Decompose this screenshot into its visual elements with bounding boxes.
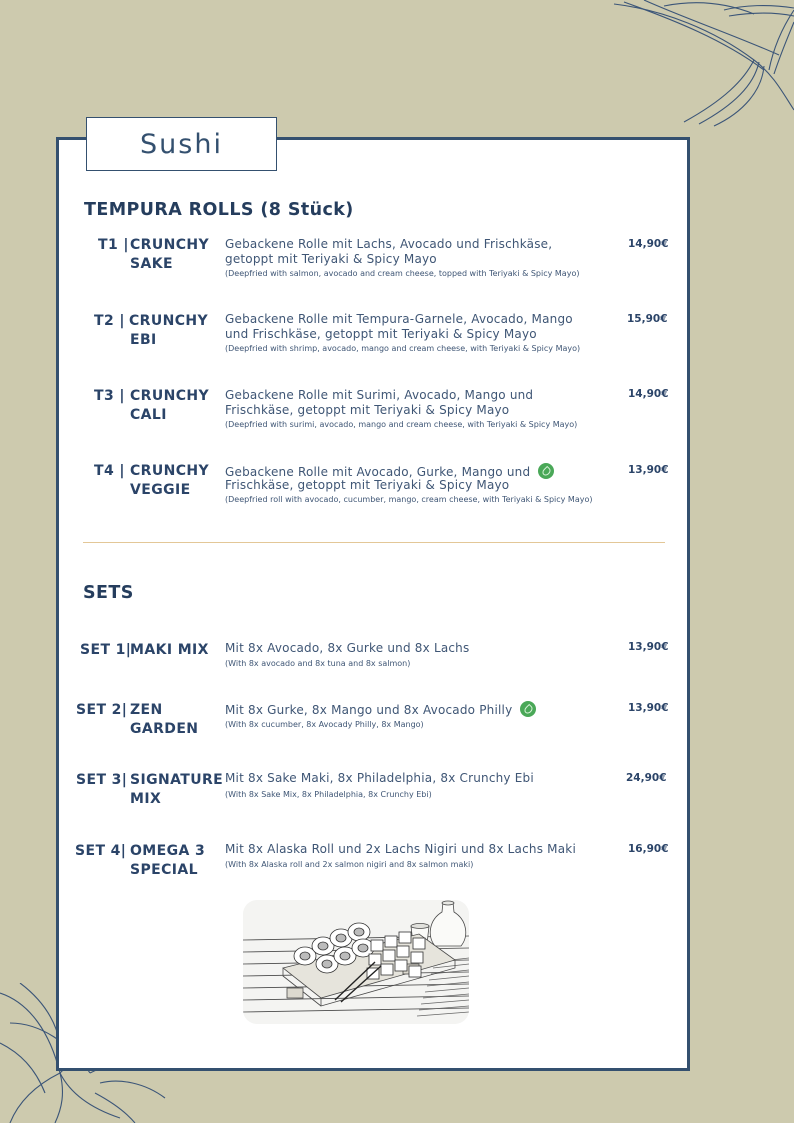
item-code: SET 2| [76, 702, 128, 718]
page-title-box [86, 117, 277, 171]
item-description-line1 [225, 701, 536, 718]
item-description-line1: Mit 8x Alaska Roll und 2x Lachs Nigiri und 8x Lachs Maki [225, 842, 576, 856]
item-price: 13,90€ [628, 641, 669, 653]
item-description-line2: Frischkäse, getoppt mit Teriyaki & Spicy Mayo [225, 403, 510, 417]
item-code: SET 4| [75, 843, 127, 859]
item-name-line1: CRUNCHY [130, 463, 210, 479]
item-price: 14,90€ [628, 388, 669, 400]
item-description-english: (Deepfried with salmon, avocado and cream cheese, topped with Teriyaki & Spicy Mayo) [225, 269, 580, 278]
item-description-english: (With 8x avocado and 8x tuna and 8x salmon) [225, 659, 411, 668]
section-divider [83, 542, 665, 543]
item-name-line1: ZEN [130, 702, 163, 718]
item-description-line1: Gebackene Rolle mit Surimi, Avocado, Mango und [225, 388, 534, 402]
item-description-line1: Gebackene Rolle mit Lachs, Avocado und Frischkäse, [225, 237, 553, 251]
item-code: SET 3| [76, 772, 128, 788]
item-price: 14,90€ [628, 238, 669, 250]
floral-decoration-top-right [604, 0, 794, 130]
item-code: T2 | [94, 313, 125, 329]
item-name-line2: VEGGIE [130, 482, 191, 498]
item-description-line2: und Frischkäse, getoppt mit Teriyaki & Spicy Mayo [225, 327, 537, 341]
section-title-tempura: TEMPURA ROLLS (8 Stück) [84, 200, 354, 220]
item-price: 13,90€ [628, 702, 669, 714]
item-price: 15,90€ [627, 313, 668, 325]
item-name-line2: GARDEN [130, 721, 199, 737]
item-description-line1: Mit 8x Sake Maki, 8x Philadelphia, 8x Crunchy Ebi [225, 771, 534, 785]
item-code: T1 | [98, 237, 129, 253]
item-name-line1: SIGNATURE [130, 772, 224, 788]
section-title-sets: SETS [83, 583, 134, 603]
item-description-english: (With 8x Sake Mix, 8x Philadelphia, 8x Crunchy Ebi) [225, 790, 432, 799]
item-description-text: Mit 8x Gurke, 8x Mango und 8x Avocado Philly [225, 703, 513, 717]
item-code: T3 | [94, 388, 125, 404]
item-price: 24,90€ [626, 772, 667, 784]
item-description-english: (Deepfried with surimi, avocado, mango and cream cheese, with Teriyaki & Spicy Mayo) [225, 420, 578, 429]
leaf-icon [538, 463, 554, 479]
item-price: 13,90€ [628, 464, 669, 476]
item-code: T4 | [94, 463, 125, 479]
item-description-line2: getoppt mit Teriyaki & Spicy Mayo [225, 252, 437, 266]
item-name-line1: CRUNCHY [130, 237, 210, 253]
item-name-line2: CALI [130, 407, 167, 423]
item-description-english: (With 8x Alaska roll and 2x salmon nigiri and 8x salmon maki) [225, 860, 474, 869]
item-name-line1: CRUNCHY [130, 388, 210, 404]
item-description-line1: Mit 8x Avocado, 8x Gurke und 8x Lachs [225, 641, 470, 655]
leaf-icon [520, 701, 536, 717]
item-name-line1: MAKI MIX [130, 642, 209, 658]
item-code: SET 1| [80, 642, 132, 658]
item-name-line2: MIX [130, 791, 162, 807]
item-name-line2: SAKE [130, 256, 173, 272]
item-description-english: (With 8x cucumber, 8x Avocady Philly, 8x Mango) [225, 720, 424, 729]
item-description-line1: Gebackene Rolle mit Tempura-Garnele, Avocado, Mango [225, 312, 573, 326]
page-title: Sushi [140, 128, 223, 160]
item-name-line1: CRUNCHY [129, 313, 209, 329]
item-name-line2: SPECIAL [130, 862, 198, 878]
item-price: 16,90€ [628, 843, 669, 855]
sushi-platter-illustration [243, 900, 469, 1024]
item-description-text: Gebackene Rolle mit Avocado, Gurke, Mango und [225, 465, 531, 479]
item-description-english: (Deepfried roll with avocado, cucumber, mango, cream cheese, with Teriyaki & Spicy Mayo) [225, 495, 593, 504]
item-description-english: (Deepfried with shrimp, avocado, mango and cream cheese, with Teriyaki & Spicy Mayo) [225, 344, 581, 353]
item-description-line2: Frischkäse, getoppt mit Teriyaki & Spicy Mayo [225, 478, 510, 492]
item-name-line1: OMEGA 3 [130, 843, 206, 859]
item-name-line2: EBI [130, 332, 157, 348]
